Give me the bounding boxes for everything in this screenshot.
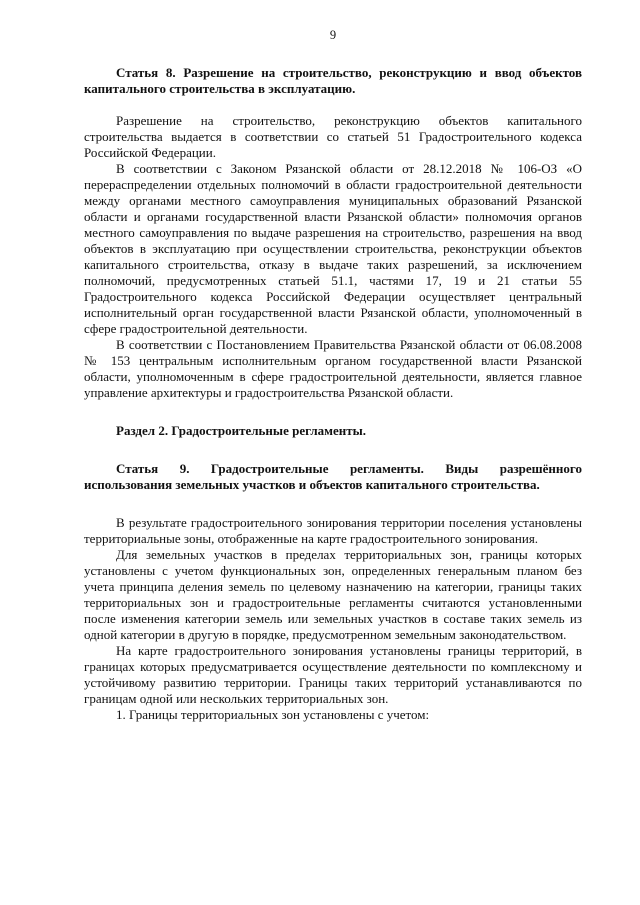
article-8-paragraph-1: Разрешение на строительство, реконструкцию объектов капитального строительства выдается в соответствии со статьей 51 Градостроительного кодекса Российской Федерации. xyxy=(84,113,582,160)
spacer xyxy=(84,401,582,423)
article-8-paragraph-2: В соответствии с Законом Рязанской области от 28.12.2018 № 106-ОЗ «О перераспределении отдельных полномочий в области градостроительной деятельности между органами местного самоуправления муниципальных образований Рязанской области и органами государственной власти Рязанской области» полномочия органов местного самоуправления по выдаче разрешения на строительство, разрешения на ввод объектов в эксплуатацию при осуществлении строительства, реконструкции объектов капитального строительства, отказу в выдаче таких разрешений, за исключением полномочий, предусмотренных статьей 51.1, частями 17, 19 и 21 статьи 55 Градостроительного кодекса Российской Федерации осуществляет центральный исполнительный орган государственной власти Рязанской области, уполномоченный в сфере градостроительной деятельности. xyxy=(84,161,582,336)
article-9-paragraph-1: В результате градостроительного зонирования территории поселения установлены территориальные зоны, отображенные на карте градостроительного зонирования. xyxy=(84,515,582,546)
article-9-heading: Статья 9. Градостроительные регламенты. Виды разрешённого использования земельных участков и объектов капитального строительства. xyxy=(84,461,582,492)
spacer xyxy=(84,493,582,515)
page-number: 9 xyxy=(329,28,337,42)
section-2-heading: Раздел 2. Градостроительные регламенты. xyxy=(116,423,367,438)
article-9-paragraph-2: Для земельных участков в пределах территориальных зон, границы которых установлены с учетом функциональных зон, определенных генеральным планом без учета принципа деления земель по целевому назначению на категории, границы таких территориальных зон и градостроительные регламенты считаются установленными после изменения категории земель или земельных участков в составе таких земель из одной категории в другую в порядке, предусмотренном земельным законодательством. xyxy=(84,547,582,642)
article-9-paragraph-3: На карте градостроительного зонирования установлены границы территорий, в границах которых предусматривается осуществление деятельности по комплексному и устойчивому развитию территории. Границы таких территорий устанавливаются по границам одной или нескольких территориальных зон. xyxy=(84,643,582,706)
spacer xyxy=(84,439,582,461)
article-9-paragraph-4: 1. Границы территориальных зон установлены с учетом: xyxy=(116,707,430,722)
article-8-paragraph-3: В соответствии с Постановлением Правительства Рязанской области от 06.08.2008 № 153 центральным исполнительным органом государственной власти Рязанской области, уполномоченным в сфере градостроительной деятельности, является главное управление архитектуры и градостроительства Рязанской области. xyxy=(84,337,582,400)
spacer xyxy=(84,97,582,113)
article-8-heading: Статья 8. Разрешение на строительство, реконструкцию и ввод объектов капитального строительства в эксплуатацию. xyxy=(84,65,582,96)
